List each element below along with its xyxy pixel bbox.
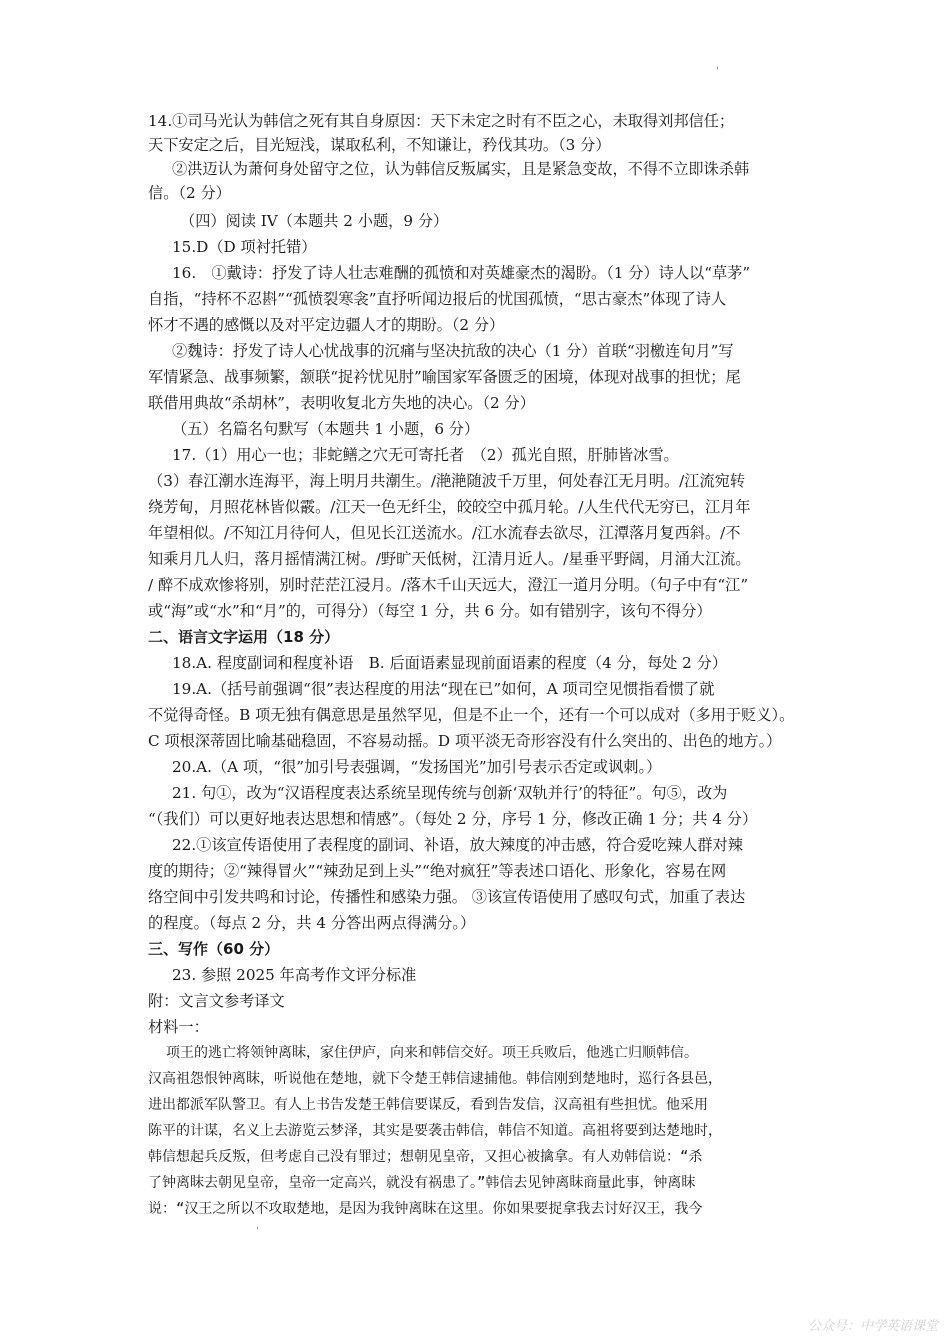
text-line: 18.A. 程度副词和程度补语 B. 后面语素显现前面语素的程度（4 分，每处 2 分） (172, 654, 728, 672)
top-speck: ' (716, 66, 719, 77)
text-line: ②魏诗：抒发了诗人心忧战事的沉痛与坚决抗敌的决心（1 分）首联“羽檄连旬月”写 (172, 342, 734, 360)
section-heading: （五）名篇名句默写（本题共 1 小题，6 分） (172, 420, 480, 438)
text-line: 怀才不遇的感慨以及对平定边疆人才的期盼。（2 分） (148, 316, 505, 334)
text-line: 知乘月几人归，落月摇情满江树。/野旷天低树，江清月近人。/星垂平野阔，月涌大江流。 (148, 550, 751, 568)
text-line: 信。（2 分） (148, 184, 231, 202)
text-line: 联借用典故“杀胡林”，表明收复北方失地的决心。（2 分） (148, 394, 535, 412)
text-line: 绕芳甸，月照花林皆似霰。/江天一色无纤尘，皎皎空中孤月轮。/人生代代无穷已，江月年 (148, 498, 751, 516)
text-line: 21. 句①，改为“汉语程度表达系统呈现传统与创新‘双轨并行’的特征”。句⑤，改为 (172, 784, 728, 802)
text-line: 度的期待；②“辣得冒火”“辣劲足到上头”“绝对疯狂”等表述口语化、形象化，容易在网 (148, 862, 727, 880)
text-line: （3）春江潮水连海平，海上明月共潮生。/滟滟随波千万里，何处春江无月明。/江流宛转 (148, 472, 746, 490)
text-line: 络空间中引发共鸣和讨论，传播性和感染力强。 ③该宣传语使用了感叹句式，加重了表达 (148, 888, 746, 906)
text-line: 20.A.（A 项，“很”加引号表强调，“发扬国光”加引号表示否定或讽刺。） (172, 758, 662, 776)
text-line: C 项根深蒂固比喻基础稳固，不容易动摇。D 项平淡无奇形容没有什么突出的、出色的地方。） (148, 732, 782, 750)
text-line: 军情紧急、战事频繁，颔联“捉衿忧见肘”喻国家军备匮乏的困境，体现对战事的担忧；尾 (148, 368, 741, 386)
watermark: 公众号：中学英语课堂 (807, 1319, 938, 1334)
bottom-speck: ' (256, 1226, 259, 1237)
text-line: 自指，“持杯不忍斟”“孤愤裂寒衾”直抒听闻边报后的忧国孤愤，“思古豪杰”体现了诗人 (148, 290, 727, 308)
text-line: 23. 参照 2025 年高考作文评分标准 (172, 966, 417, 984)
translation-line: 项王的逃亡将领钟离眜，家住伊庐，向来和韩信交好。项王兵败后，他逃亡归顺韩信。 (166, 1045, 698, 1061)
section-heading: 二、语言文字运用（18 分） (148, 628, 340, 646)
translation-line: 进出都派军队警卫。有人上书告发楚王韩信要谋反，看到告发信，汉高祖有些担忧。他采用 (148, 1097, 708, 1113)
text-line: ②洪迈认为萧何身处留守之位，认为韩信反叛属实，且是紧急变故，不得不立即诛杀韩 (172, 160, 750, 178)
text-line: 17.（1）用心一也；非蛇鳝之穴无可寄托者 （2）孤光自照，肝肺皆冰雪。 (172, 446, 679, 464)
translation-line: 说：“汉王之所以不攻取楚地，是因为我钟离眜在这里。你如果要捉拿我去讨好汉王，我今 (148, 1201, 703, 1217)
appendix-heading: 附：文言文参考译文 (148, 992, 285, 1010)
section-heading: （四）阅读 IV（本题共 2 小题，9 分） (180, 212, 449, 230)
material-label: 材料一： (148, 1018, 209, 1036)
text-line: 16. ①戴诗：抒发了诗人壮志难酬的孤愤和对英雄豪杰的渴盼。（1 分）诗人以“草茅” (172, 264, 751, 282)
translation-line: 陈平的计谋，名义上去游览云梦泽，其实是要袭击韩信，韩信不知道。高祖将要到达楚地时， (148, 1123, 722, 1139)
text-line: 14.①司马光认为韩信之死有其自身原因：天下未定之时有不臣之心，未取得刘邦信任； (148, 112, 735, 130)
text-line: 22.①该宣传语使用了表程度的副词、补语，放大辣度的冲击感，符合爱吃辣人群对辣 (172, 836, 743, 854)
translation-line: 韩信想起兵反叛，但考虑自己没有罪过；想朝见皇帝，又担心被擒拿。有人劝韩信说：“杀 (148, 1149, 703, 1165)
translation-line: 了钟离眜去朝见皇帝，皇帝一定高兴，就没有祸患了。”韩信去见钟离眜商量此事，钟离眜 (148, 1175, 696, 1191)
text-line: 年望相似。/不知江月待何人，但见长江送流水。/江水流春去欲尽，江潭落月复西斜。/不 (148, 524, 741, 542)
translation-line: 汉高祖怨恨钟离眜，听说他在楚地，就下令楚王韩信逮捕他。韩信刚到楚地时，巡行各县邑， (148, 1071, 722, 1087)
text-line: / 醉不成欢惨将别，别时茫茫江浸月。/落木千山天远大，澄江一道月分明。（句子中有“江” (148, 576, 749, 594)
text-line: 天下安定之后，目光短浅，谋取私利，不知谦让，矜伐其功。（3 分） (148, 136, 611, 154)
section-heading: 三、写作（60 分） (148, 940, 280, 958)
text-line: 不觉得奇怪。B 项无独有偶意思是虽然罕见，但是不止一个，还有一个可以成对（多用于贬义）。 (148, 706, 795, 724)
text-line: 的程度。（每点 2 分，共 4 分答出两点得满分。） (148, 914, 476, 932)
text-line: 19.A.（括号前强调“很”表达程度的用法“现在已”如何，A 项司空见惯指看惯了就 (172, 680, 715, 698)
text-line: 15.D（D 项衬托错） (172, 238, 317, 256)
text-line: “（我们）可以更好地表达思想和情感”。（每处 2 分，序号 1 分，修改正确 1 分；共 4 分） (148, 810, 758, 828)
text-line: 或“海”或“水”和“月”的，可得分）（每空 1 分，共 6 分。如有错别字，该句不得分） (148, 602, 712, 620)
